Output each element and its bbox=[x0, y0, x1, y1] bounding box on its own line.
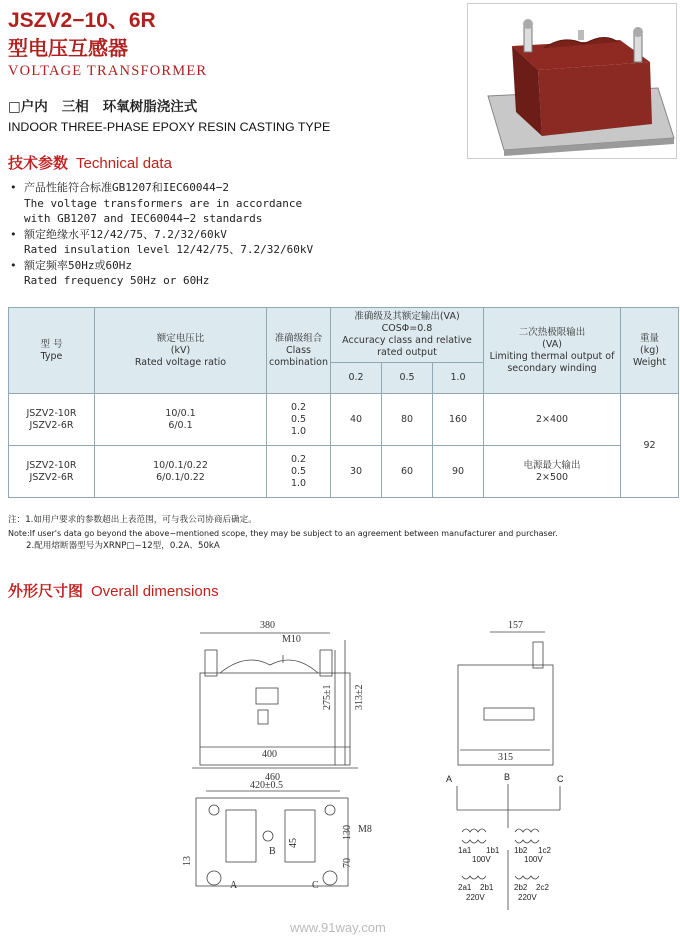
dim-m8: M8 bbox=[358, 824, 372, 835]
wire-A: A bbox=[446, 774, 453, 784]
header-weight: 重量 (kg) Weight bbox=[621, 308, 679, 394]
wire-C: C bbox=[557, 774, 564, 784]
bullet-cn: 额定绝缘水平12/42/75、7.2/32/60kV bbox=[24, 227, 227, 241]
note-2: 2.配用熔断器型号为XRNP□−12型，0.2A、50kA bbox=[26, 541, 220, 551]
model-title: JSZV2−10、6R bbox=[8, 9, 156, 32]
type-three-phase: 三相 bbox=[61, 99, 89, 115]
dim-400: 400 bbox=[262, 749, 277, 760]
dimensions-heading-en: Overall dimensions bbox=[91, 583, 219, 600]
technical-bullets bbox=[10, 180, 313, 289]
dim-315: 315 bbox=[498, 752, 513, 763]
wiring-diagram bbox=[446, 772, 564, 910]
header-thermal: 二次热极限输出 (VA) Limiting thermal output of secondary winding bbox=[484, 308, 621, 394]
bullet-en: The voltage transformers are in accordance bbox=[24, 196, 303, 210]
wire-2c2: 2c2 bbox=[536, 883, 549, 892]
wire-2b2: 2b2 bbox=[514, 883, 528, 892]
dim-m10: M10 bbox=[282, 634, 301, 645]
type-en: INDOOR THREE-PHASE EPOXY RESIN CASTING TYPE bbox=[8, 120, 331, 134]
plan-A: A bbox=[230, 880, 238, 891]
wire-2a1: 2a1 bbox=[458, 883, 472, 892]
wire-B: B bbox=[504, 772, 511, 782]
wire-1c2: 1c2 bbox=[538, 846, 551, 855]
dim-157: 157 bbox=[508, 620, 523, 631]
dim-380: 380 bbox=[260, 620, 275, 631]
plan-view bbox=[182, 780, 372, 891]
wire-220v-b: 220V bbox=[518, 893, 537, 902]
technical-heading bbox=[8, 152, 172, 173]
bullet-item: • 额定绝缘水平12/42/75、7.2/32/60kV bbox=[10, 227, 227, 241]
header-output: 准确级及其额定输出(VA) COSΦ=0.8 Accuracy class and relative rated output bbox=[331, 308, 484, 363]
transformer-image bbox=[468, 4, 676, 158]
bullet-en: Rated frequency 50Hz or 60Hz bbox=[24, 274, 210, 287]
header-class-02: 0.2 bbox=[331, 363, 382, 394]
technical-heading-cn: 技术参数 bbox=[8, 154, 69, 172]
side-view bbox=[458, 620, 553, 765]
product-photo bbox=[467, 3, 677, 159]
dimensions-heading-cn: 外形尺寸图 bbox=[8, 582, 84, 600]
dim-130: 130 bbox=[342, 825, 353, 840]
header-class-10: 1.0 bbox=[433, 363, 484, 394]
watermark: www.91way.com bbox=[290, 920, 386, 935]
dimension-drawings bbox=[0, 610, 680, 940]
dim-313: 313±2 bbox=[354, 684, 365, 710]
wire-2b1: 2b1 bbox=[480, 883, 494, 892]
plan-C: C bbox=[312, 880, 319, 891]
wire-1a1: 1a1 bbox=[458, 846, 472, 855]
front-view bbox=[192, 620, 365, 783]
dim-420: 420±0.5 bbox=[250, 780, 283, 791]
header-type: 型 号 Type bbox=[9, 308, 95, 394]
dim-275: 275±1 bbox=[322, 684, 333, 710]
technical-heading-en: Technical data bbox=[76, 155, 172, 172]
wire-1b1: 1b1 bbox=[486, 846, 500, 855]
table-row: JSZV2-10R JSZV2-6R 10/0.1 6/0.1 0.2 0.5 1.0 40 80 160 2×400 92 bbox=[9, 394, 679, 446]
note-1: 注：1.如用户要求的参数超出上表范围，可与我公司协商后确定。 bbox=[8, 515, 257, 525]
header-class-05: 0.5 bbox=[382, 363, 433, 394]
table-row: JSZV2-10R JSZV2-6R 10/0.1/0.22 6/0.1/0.22 0.2 0.5 1.0 30 60 90 电源最大输出 2×500 bbox=[9, 446, 679, 498]
dim-460: 460 bbox=[265, 772, 280, 783]
header-class: 准确级组合 Class combination bbox=[267, 308, 331, 394]
weight-cell: 92 bbox=[621, 394, 679, 498]
bullet-item: • 额定频率50Hz或60Hz bbox=[10, 258, 132, 272]
wire-100v-b: 100V bbox=[524, 855, 543, 864]
product-title-en: VOLTAGE TRANSFORMER bbox=[8, 63, 208, 79]
type-indoor: □户内 bbox=[8, 99, 48, 115]
bullet-en: Rated insulation level 12/42/75、7.2/32/60kV bbox=[24, 243, 314, 256]
dim-45: 45 bbox=[288, 838, 299, 848]
header-ratio: 额定电压比 (kV) Rated voltage ratio bbox=[95, 308, 267, 394]
dim-70: 70 bbox=[342, 858, 353, 868]
dimensions-heading bbox=[8, 580, 219, 601]
type-cn bbox=[8, 95, 211, 115]
dim-13: 13 bbox=[182, 856, 193, 866]
bullet-en: with GB1207 and IEC60044−2 standards bbox=[24, 212, 263, 225]
wire-1b2: 1b2 bbox=[514, 846, 528, 855]
bullet-cn: 额定频率50Hz或60Hz bbox=[24, 258, 132, 272]
notes bbox=[8, 514, 558, 553]
plan-B: B bbox=[269, 846, 276, 857]
wire-220v-a: 220V bbox=[466, 893, 485, 902]
product-title-cn: 型电压互感器 bbox=[8, 36, 128, 60]
spec-table bbox=[8, 307, 679, 498]
bullet-item: • 产品性能符合标准GB1207和IEC60044−2 bbox=[10, 181, 229, 194]
type-epoxy: 环氧树脂浇注式 bbox=[102, 99, 198, 115]
note-en: Note:If user's data go beyond the above−mentioned scope, they may be subject to an agreement between manufacturer and purchaser. bbox=[8, 529, 558, 538]
wire-100v-a: 100V bbox=[472, 855, 491, 864]
bullet-cn: 产品性能符合标准GB1207和IEC60044−2 bbox=[24, 181, 229, 194]
